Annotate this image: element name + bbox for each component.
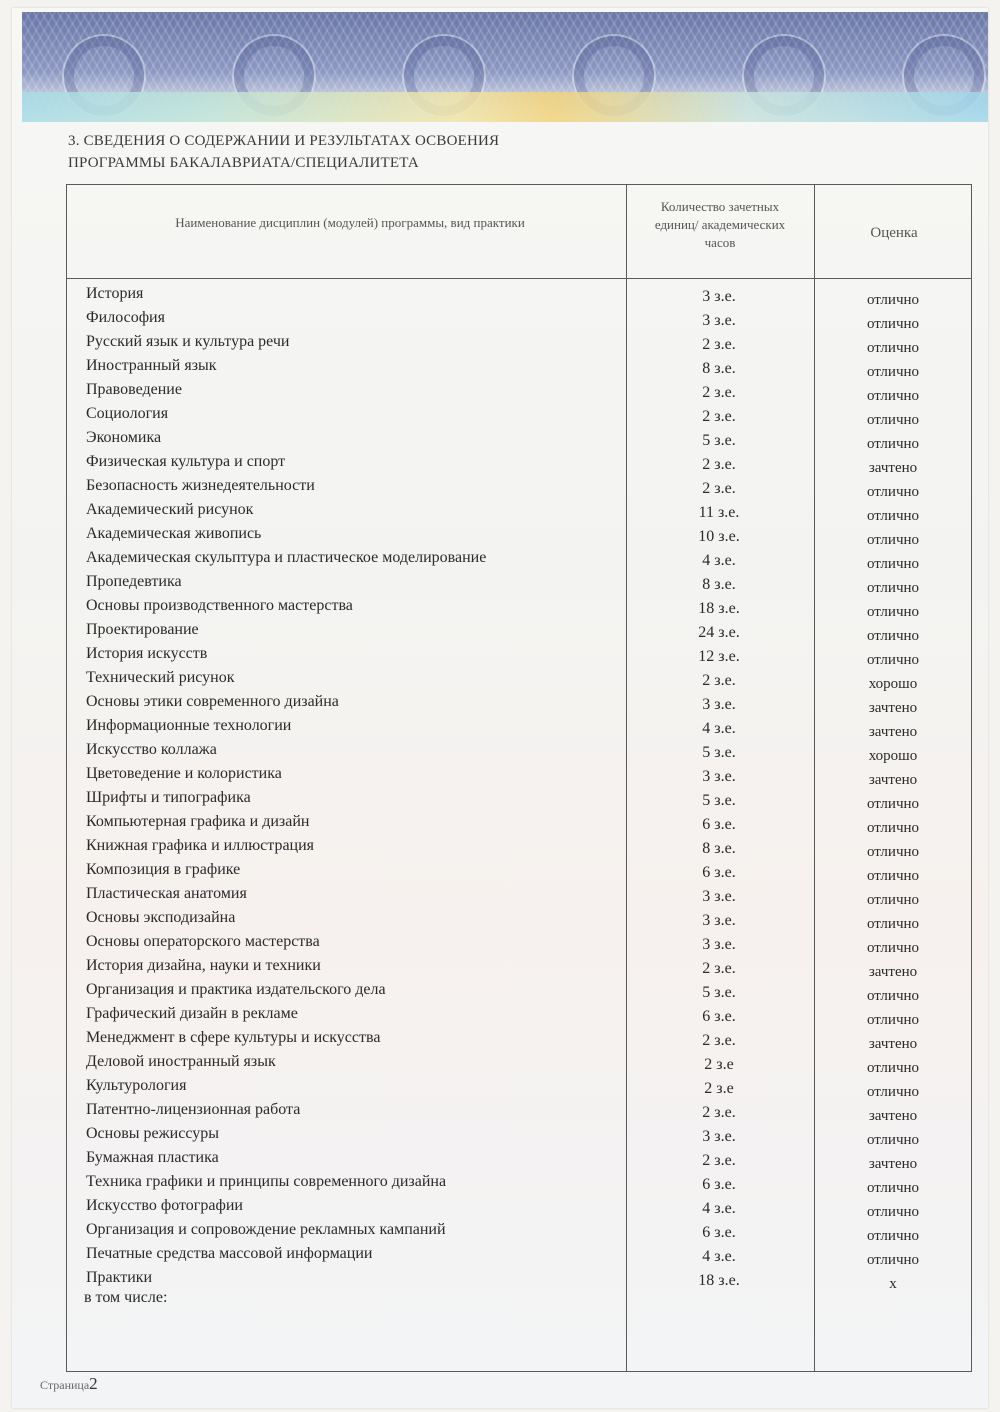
discipline-name: Социология bbox=[86, 405, 169, 422]
table-row bbox=[66, 1266, 972, 1290]
table-row bbox=[66, 522, 972, 546]
grade-value: отлично bbox=[866, 1012, 920, 1028]
credit-units: 8 з.е. bbox=[702, 576, 736, 593]
discipline-name: История bbox=[86, 285, 144, 302]
section-heading-line2: ПРОГРАММЫ БАКАЛАВРИАТА/СПЕЦИАЛИТЕТА bbox=[68, 155, 419, 171]
grade-value: зачтено bbox=[868, 1108, 918, 1124]
grade-value: зачтено bbox=[868, 700, 918, 716]
discipline-name: Основы производственного мастерства bbox=[86, 597, 353, 614]
grade-value: хорошо bbox=[868, 676, 918, 692]
discipline-name: Культурология bbox=[86, 1077, 187, 1094]
credit-units: 2 з.е. bbox=[702, 960, 736, 977]
credit-units: 3 з.е. bbox=[702, 312, 736, 329]
grade-value: отлично bbox=[866, 1084, 920, 1100]
credit-units: 3 з.е. bbox=[702, 888, 736, 905]
table-row bbox=[66, 618, 972, 642]
grade-value: зачтено bbox=[868, 724, 918, 740]
credit-units: 2 з.е. bbox=[702, 1032, 736, 1049]
discipline-name: Организация и сопровождение рекламных кампаний bbox=[86, 1221, 446, 1238]
grade-value: отлично bbox=[866, 892, 920, 908]
credit-units: 6 з.е. bbox=[702, 816, 736, 833]
credit-units: 2 з.е bbox=[704, 1056, 734, 1073]
discipline-name: Пластическая анатомия bbox=[86, 885, 247, 902]
discipline-name: Менеджмент в сфере культуры и искусства bbox=[86, 1029, 381, 1046]
discipline-name: Русский язык и культура речи bbox=[86, 333, 290, 350]
credit-units: 18 з.е. bbox=[698, 1272, 740, 1289]
discipline-name: Печатные средства массовой информации bbox=[86, 1245, 373, 1262]
table-row bbox=[66, 498, 972, 522]
header-divider bbox=[66, 278, 972, 279]
discipline-name: Основы этики современного дизайна bbox=[86, 693, 339, 710]
table-row bbox=[66, 834, 972, 858]
grade-value: отлично bbox=[866, 916, 920, 932]
page-label: Страница bbox=[40, 1378, 90, 1392]
credit-units: 4 з.е. bbox=[702, 1200, 736, 1217]
grade-value: отлично bbox=[866, 484, 920, 500]
section-heading-line1: 3. СВЕДЕНИЯ О СОДЕРЖАНИИ И РЕЗУЛЬТАТАХ ОСВОЕНИЯ bbox=[68, 133, 500, 149]
credit-units: 3 з.е. bbox=[702, 288, 736, 305]
credit-units: 2 з.е. bbox=[702, 1104, 736, 1121]
grade-value: отлично bbox=[866, 796, 920, 812]
table-row bbox=[66, 786, 972, 810]
grade-value: отлично bbox=[866, 1228, 920, 1244]
grade-value: отлично bbox=[866, 988, 920, 1004]
grade-value: зачтено bbox=[868, 964, 918, 980]
credit-units: 5 з.е. bbox=[702, 744, 736, 761]
discipline-name: Физическая культура и спорт bbox=[86, 453, 286, 470]
including-label: в том числе: bbox=[84, 1289, 168, 1306]
discipline-name: Компьютерная графика и дизайн bbox=[86, 813, 310, 830]
discipline-name: Философия bbox=[86, 309, 165, 326]
discipline-name: Техника графики и принципы современного дизайна bbox=[86, 1173, 447, 1190]
credit-units: 12 з.е. bbox=[698, 648, 740, 665]
grade-value: отлично bbox=[866, 940, 920, 956]
grade-value: зачтено bbox=[868, 1156, 918, 1172]
grade-value: хорошо bbox=[868, 748, 918, 764]
grade-value: отлично bbox=[866, 340, 920, 356]
credit-units: 6 з.е. bbox=[702, 1008, 736, 1025]
table-row bbox=[66, 738, 972, 762]
discipline-name: Правоведение bbox=[86, 381, 182, 398]
grade-value: отлично bbox=[866, 1204, 920, 1220]
grade-value: отлично bbox=[866, 844, 920, 860]
credit-units: 2 з.е. bbox=[702, 1152, 736, 1169]
table-row bbox=[66, 402, 972, 426]
discipline-name: Патентно-лицензионная работа bbox=[86, 1101, 301, 1118]
discipline-name: Графический дизайн в рекламе bbox=[86, 1005, 298, 1022]
credit-units: 8 з.е. bbox=[702, 840, 736, 857]
table-row bbox=[66, 930, 972, 954]
table-row bbox=[66, 954, 972, 978]
credit-units: 2 з.е bbox=[704, 1080, 734, 1097]
grade-value: отлично bbox=[866, 532, 920, 548]
table-row bbox=[66, 450, 972, 474]
credit-units: 2 з.е. bbox=[702, 456, 736, 473]
grade-value: отлично bbox=[866, 388, 920, 404]
table-row bbox=[66, 1026, 972, 1050]
grade-value: отлично bbox=[866, 412, 920, 428]
grade-value: отлично bbox=[866, 316, 920, 332]
credit-units: 2 з.е. bbox=[702, 480, 736, 497]
table-row bbox=[66, 882, 972, 906]
discipline-name: Основы режиссуры bbox=[86, 1125, 219, 1142]
grade-value: отлично bbox=[866, 580, 920, 596]
table-row bbox=[66, 858, 972, 882]
discipline-name: Безопасность жизнедеятельности bbox=[86, 477, 315, 494]
grade-value: зачтено bbox=[868, 1036, 918, 1052]
discipline-name: Искусство коллажа bbox=[86, 741, 217, 758]
table-row bbox=[66, 642, 972, 666]
grade-value: отлично bbox=[866, 868, 920, 884]
table-row bbox=[66, 810, 972, 834]
credit-units: 3 з.е. bbox=[702, 912, 736, 929]
discipline-name: Цветоведение и колористика bbox=[86, 765, 282, 782]
table-row bbox=[66, 978, 972, 1002]
table-row bbox=[66, 1002, 972, 1026]
credit-units: 4 з.е. bbox=[702, 720, 736, 737]
credit-units: 5 з.е. bbox=[702, 432, 736, 449]
discipline-name: Деловой иностранный язык bbox=[86, 1053, 276, 1070]
discipline-name: История дизайна, науки и техники bbox=[86, 957, 321, 974]
table-row bbox=[66, 1146, 972, 1170]
banner-color-stripe bbox=[22, 92, 988, 122]
section-heading bbox=[68, 130, 768, 174]
grade-value: отлично bbox=[866, 292, 920, 308]
discipline-name: Практики bbox=[86, 1269, 153, 1286]
credit-units: 4 з.е. bbox=[702, 552, 736, 569]
table-row bbox=[66, 306, 972, 330]
grade-value: отлично bbox=[866, 436, 920, 452]
discipline-name: Основы эксподизайна bbox=[86, 909, 236, 926]
table-row bbox=[66, 594, 972, 618]
discipline-name: Книжная графика и иллюстрация bbox=[86, 837, 315, 854]
credit-units: 5 з.е. bbox=[702, 984, 736, 1001]
table-row bbox=[66, 1122, 972, 1146]
table-row bbox=[66, 1050, 972, 1074]
discipline-name: Основы операторского мастерства bbox=[86, 933, 320, 950]
table-row bbox=[66, 906, 972, 930]
discipline-name: Иностранный язык bbox=[86, 357, 217, 374]
discipline-name: Экономика bbox=[86, 429, 162, 446]
table-row bbox=[66, 426, 972, 450]
grade-value: отлично bbox=[866, 364, 920, 380]
table-row bbox=[66, 1098, 972, 1122]
credit-units: 8 з.е. bbox=[702, 360, 736, 377]
table-row bbox=[66, 474, 972, 498]
table-row bbox=[66, 546, 972, 570]
grade-value: отлично bbox=[866, 652, 920, 668]
discipline-name: Пропедевтика bbox=[86, 573, 182, 590]
discipline-name: История искусств bbox=[86, 645, 208, 662]
table-row bbox=[66, 1074, 972, 1098]
discipline-name: Шрифты и типографика bbox=[86, 789, 251, 806]
credit-units: 2 з.е. bbox=[702, 408, 736, 425]
table-row bbox=[66, 378, 972, 402]
grade-value: зачтено bbox=[868, 460, 918, 476]
column-header-credits: Количество зачетных единиц/ академических часов bbox=[654, 199, 786, 250]
credit-units: 3 з.е. bbox=[702, 696, 736, 713]
discipline-name: Академический рисунок bbox=[86, 501, 254, 518]
grade-value: отлично bbox=[866, 604, 920, 620]
table-row bbox=[66, 690, 972, 714]
credit-units: 2 з.е. bbox=[702, 336, 736, 353]
column-header-discipline: Наименование дисциплин (модулей) программы, вид практики bbox=[175, 215, 525, 230]
table-row bbox=[66, 1242, 972, 1266]
credit-units: 2 з.е. bbox=[702, 672, 736, 689]
grade-value: отлично bbox=[866, 628, 920, 644]
credit-units: 18 з.е. bbox=[698, 600, 740, 617]
credit-units: 24 з.е. bbox=[698, 624, 740, 641]
credit-units: 6 з.е. bbox=[702, 1224, 736, 1241]
table-row bbox=[66, 570, 972, 594]
grade-value: отлично bbox=[866, 1132, 920, 1148]
table-row bbox=[66, 762, 972, 786]
discipline-name: Академическая живопись bbox=[86, 525, 262, 542]
credit-units: 3 з.е. bbox=[702, 936, 736, 953]
discipline-name: Технический рисунок bbox=[86, 669, 235, 686]
grade-value: х bbox=[889, 1276, 897, 1292]
credit-units: 4 з.е. bbox=[702, 1248, 736, 1265]
grade-value: отлично bbox=[866, 508, 920, 524]
grade-value: отлично bbox=[866, 556, 920, 572]
credit-units: 5 з.е. bbox=[702, 792, 736, 809]
table-row bbox=[66, 282, 972, 306]
discipline-name: Бумажная пластика bbox=[86, 1149, 219, 1166]
table-row bbox=[66, 1170, 972, 1194]
table-row bbox=[66, 1218, 972, 1242]
discipline-name: Информационные технологии bbox=[86, 717, 292, 734]
grade-value: отлично bbox=[866, 1060, 920, 1076]
grade-value: отлично bbox=[866, 1180, 920, 1196]
discipline-name: Организация и практика издательского дела bbox=[86, 981, 386, 998]
discipline-name: Искусство фотографии bbox=[86, 1197, 243, 1214]
credit-units: 11 з.е. bbox=[698, 504, 740, 521]
credit-units: 3 з.е. bbox=[702, 768, 736, 785]
grade-value: отлично bbox=[866, 820, 920, 836]
grade-value: зачтено bbox=[868, 772, 918, 788]
table-row bbox=[66, 714, 972, 738]
discipline-name: Академическая скульптура и пластическое моделирование bbox=[86, 549, 487, 566]
table-row bbox=[66, 354, 972, 378]
grade-value: отлично bbox=[866, 1252, 920, 1268]
table-row bbox=[66, 330, 972, 354]
credit-units: 6 з.е. bbox=[702, 864, 736, 881]
table-row bbox=[66, 666, 972, 690]
discipline-name: Композиция в графике bbox=[86, 861, 241, 878]
credit-units: 10 з.е. bbox=[698, 528, 740, 545]
table-row bbox=[66, 1194, 972, 1218]
credit-units: 6 з.е. bbox=[702, 1176, 736, 1193]
credit-units: 3 з.е. bbox=[702, 1128, 736, 1145]
discipline-name: Проектирование bbox=[86, 621, 199, 638]
page-number-value: 2 bbox=[89, 1374, 98, 1393]
page-number bbox=[40, 1374, 98, 1394]
column-header-grade: Оценка bbox=[870, 225, 918, 241]
credit-units: 2 з.е. bbox=[702, 384, 736, 401]
